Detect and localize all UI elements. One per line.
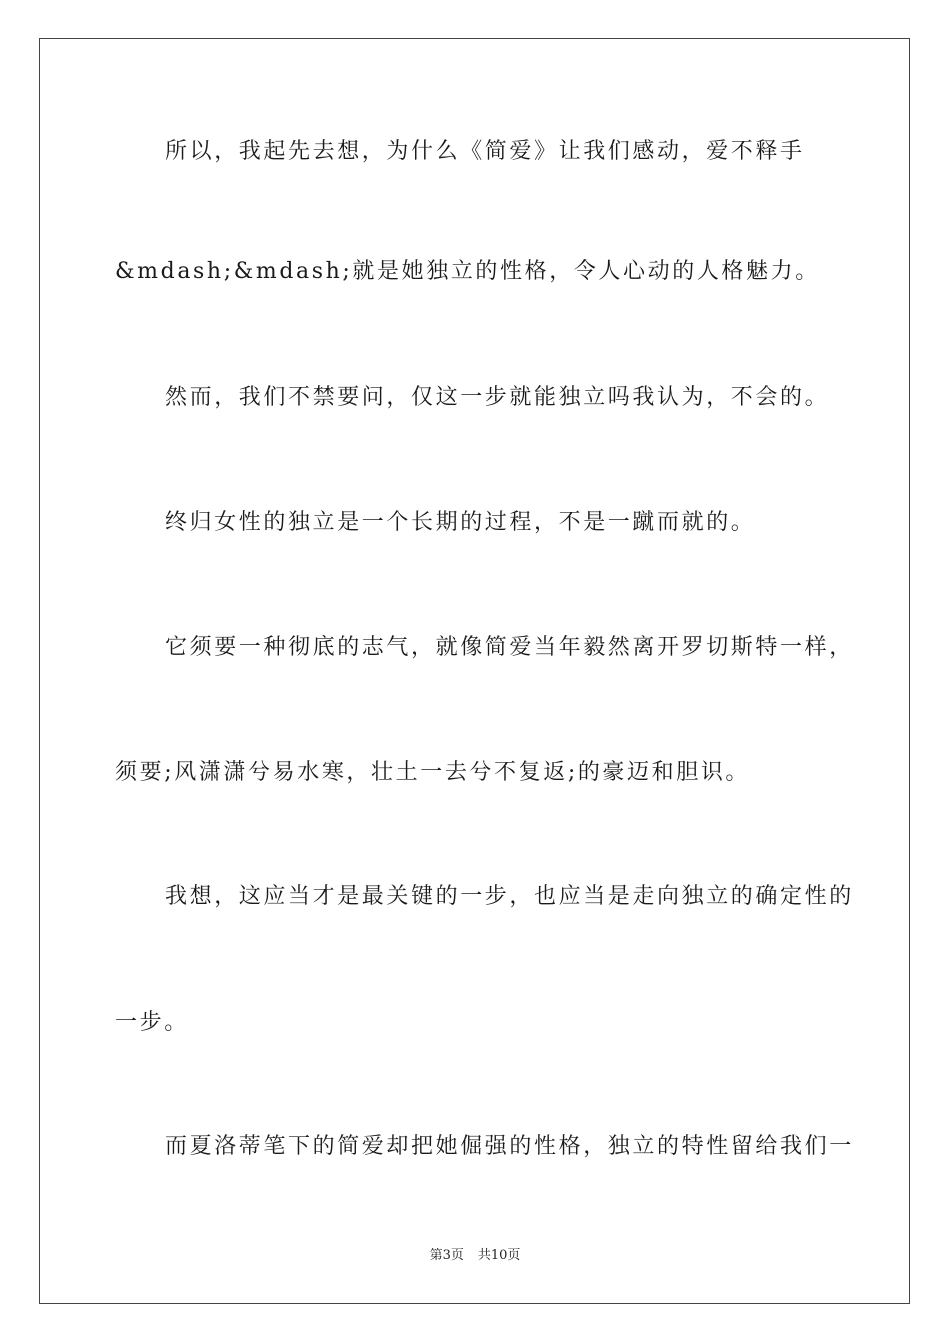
page-number: 第3页 [429, 1248, 464, 1263]
paragraph-line: 我想，这应当才是最关键的一步，也应当是走向独立的确定性的 [165, 884, 854, 909]
paragraph-line: &mdash;&mdash;就是她独立的性格，令人心动的人格魅力。 [115, 259, 820, 284]
paragraph-line: 它须要一种彻底的志气，就像简爱当年毅然离开罗切斯特一样， [165, 635, 854, 660]
page-footer [0, 1247, 950, 1265]
paragraph-line: 而夏洛蒂笔下的简爱却把她倔强的性格，独立的特性留给我们一 [165, 1134, 854, 1159]
paragraph-line: 须要;风潇潇兮易水寒，壮土一去兮不复返;的豪迈和胆识。 [115, 760, 751, 785]
paragraph-line: 然而，我们不禁要问，仅这一步就能独立吗我认为，不会的。 [165, 385, 830, 410]
paragraph-line: 所以，我起先去想，为什么《简爱》让我们感动，爱不释手 [165, 139, 805, 164]
page-border [39, 38, 910, 1304]
page-total: 共10页 [477, 1248, 521, 1263]
paragraph-line: 终归女性的独立是一个长期的过程，不是一蹴而就的。 [165, 510, 756, 535]
paragraph-line: 一步。 [115, 1010, 189, 1035]
